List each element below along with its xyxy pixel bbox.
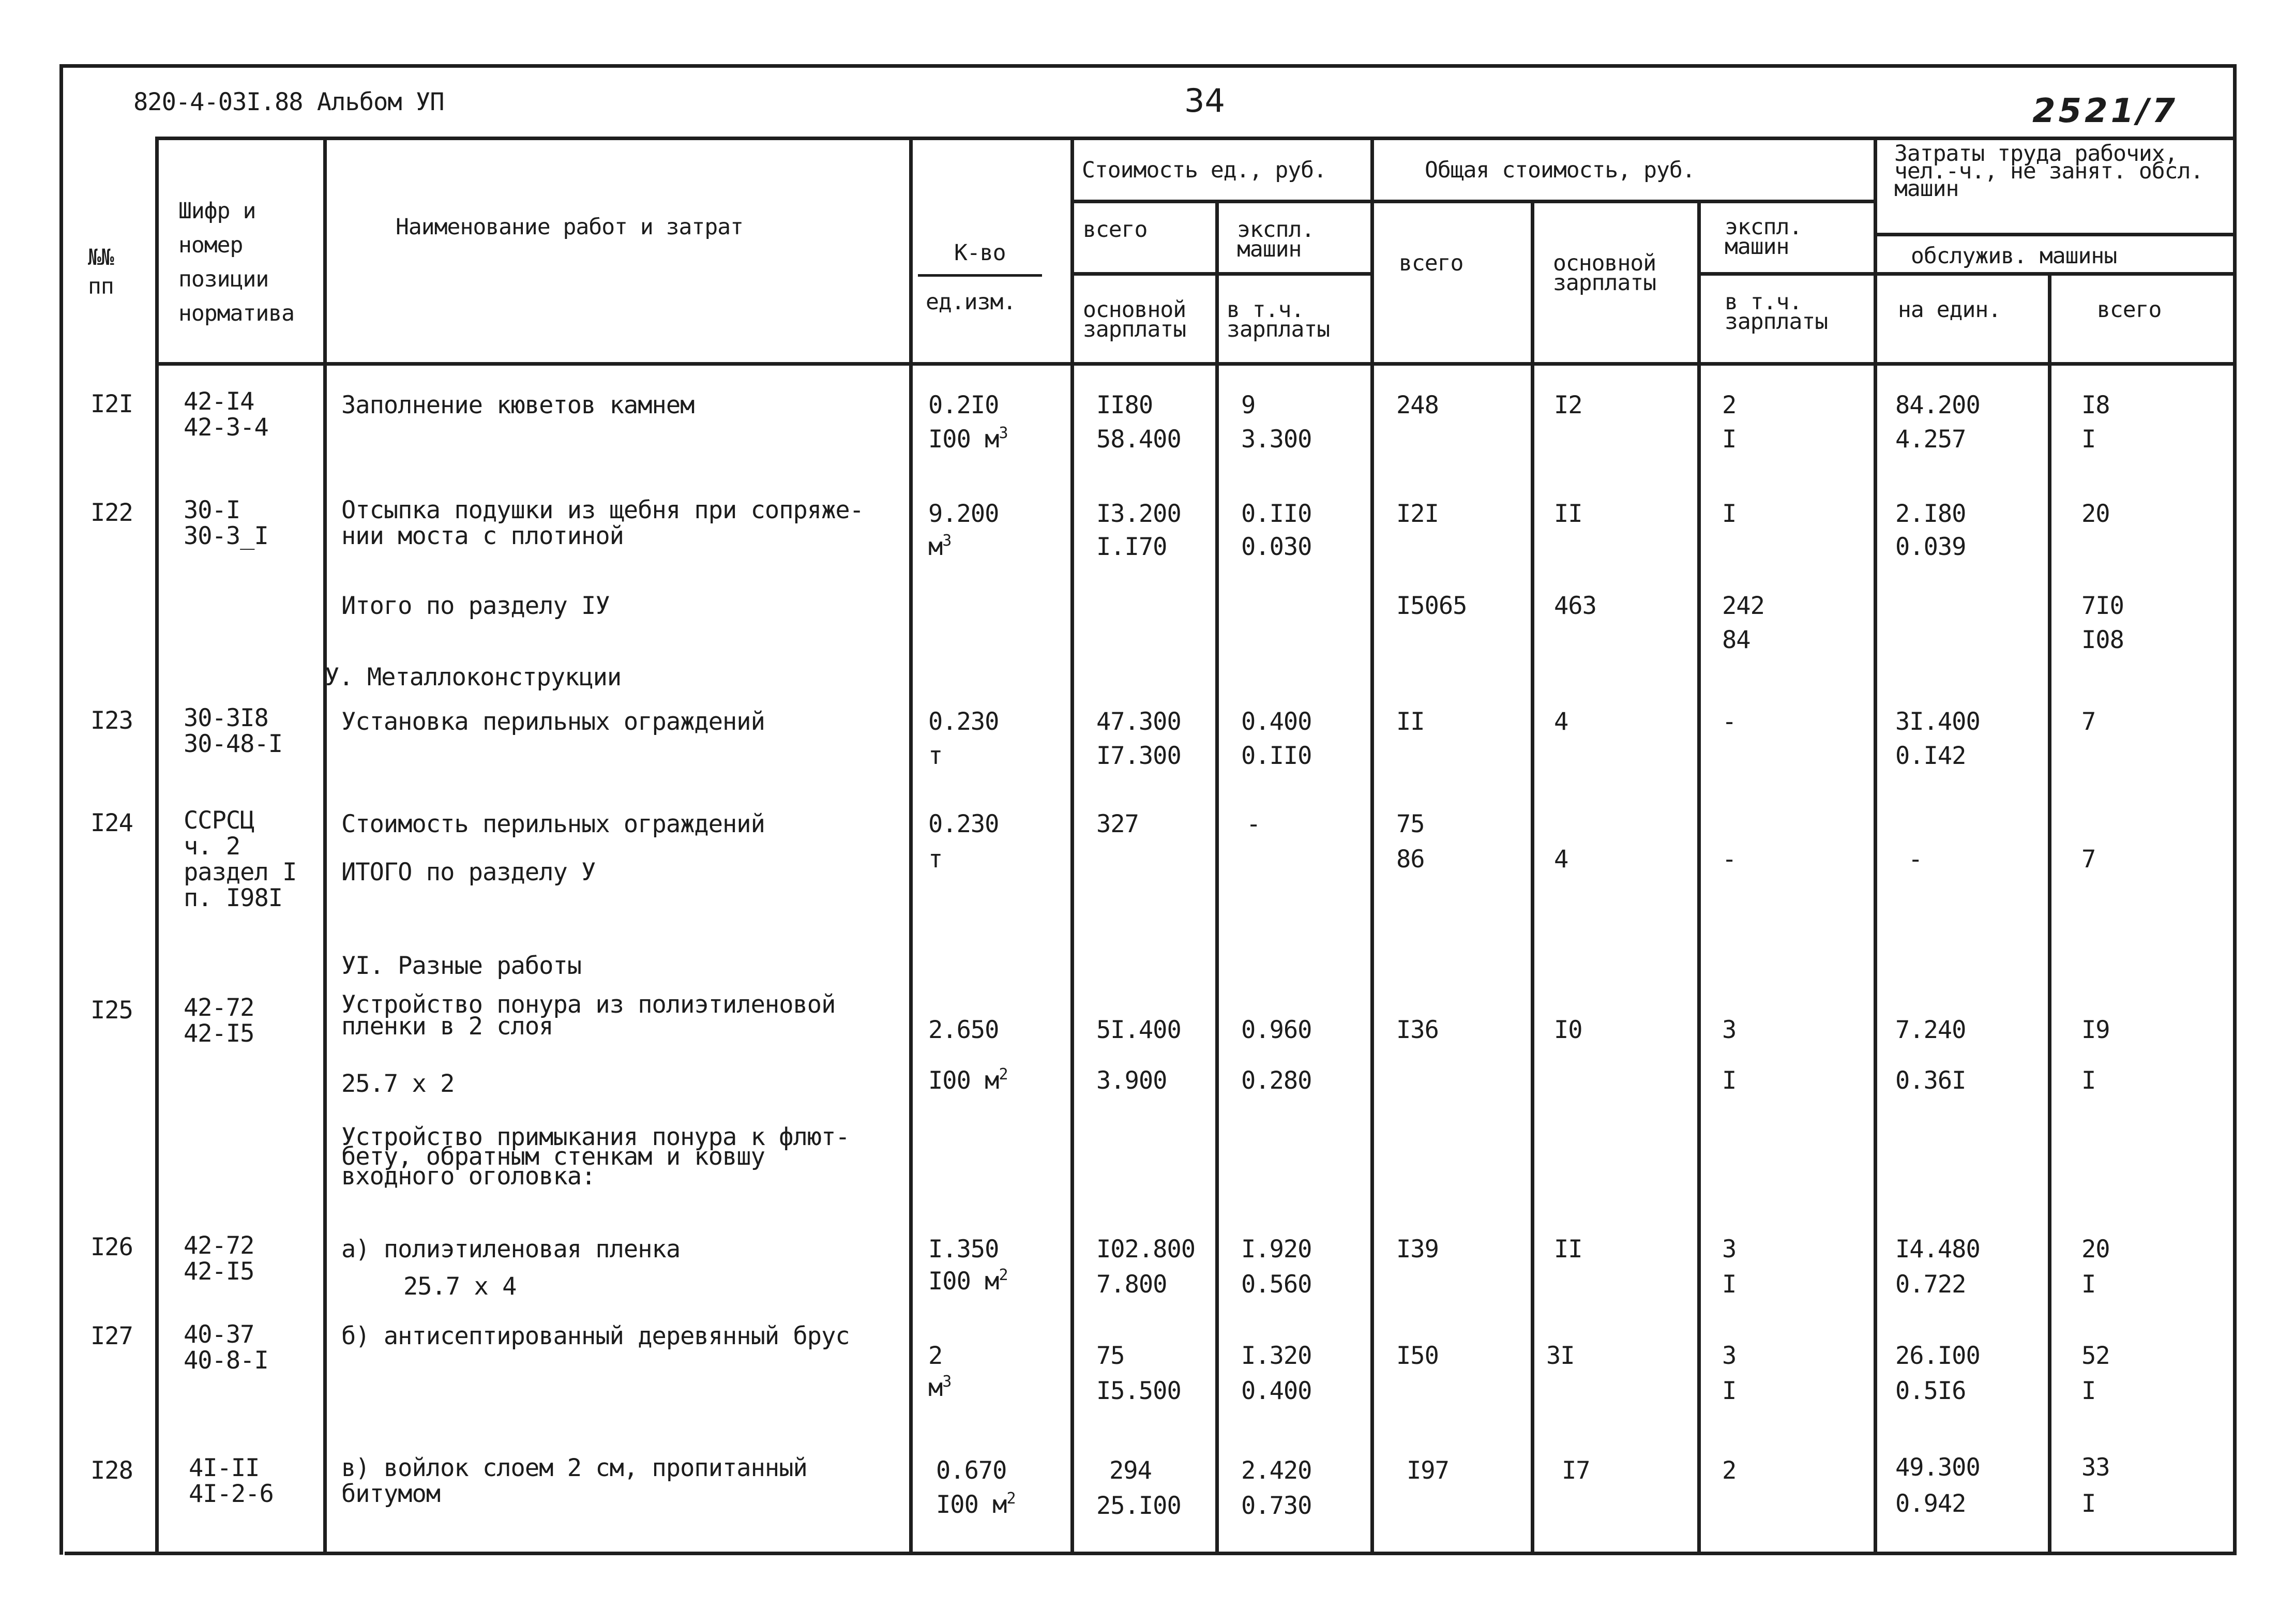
total-cost: I50	[1396, 1342, 1439, 1370]
unit-cost-machine-wage: 0.030	[1241, 533, 1312, 561]
unit-cost-machine-wage: 0.730	[1241, 1492, 1312, 1520]
work-name: в) войлок слоем 2 см, пропитанный битумом	[341, 1454, 807, 1508]
unit-cost-machine-wage: 3.300	[1241, 425, 1312, 454]
col-divider-total-machine	[1874, 137, 1877, 1555]
col-divider-qty	[1070, 137, 1074, 1555]
row-number: I27	[90, 1322, 133, 1350]
header-line-unit-sub	[1070, 272, 1370, 276]
unit-cost-machine: I.320	[1241, 1342, 1312, 1370]
unit-measure: т	[928, 742, 943, 770]
col-header-qty: К-во	[954, 240, 1006, 266]
unit-measure: т	[928, 845, 943, 874]
total-cost: II	[1396, 708, 1425, 736]
unit-measure: $м^3$	[928, 1373, 952, 1402]
work-name: Заполнение кюветов камнем	[341, 391, 695, 419]
quantity: 2.650	[928, 1016, 999, 1044]
unit-measure: I00 $м^2$	[936, 1490, 1016, 1519]
quantity: 9.200	[928, 500, 999, 528]
total-wage: I2	[1554, 391, 1582, 419]
total-wage: I7	[1562, 1456, 1590, 1485]
total-wage: I0	[1554, 1016, 1582, 1044]
unit-cost-machine: I.920	[1241, 1235, 1312, 1264]
labor-per-unit-machine: 0.039	[1895, 533, 1966, 561]
col-header-unit-machine-wage: в т.ч. зарплаты	[1227, 297, 1330, 342]
unit-cost-total: I02.800	[1096, 1235, 1196, 1264]
col-header-total-wage: основной зарплаты	[1553, 250, 1656, 296]
total-machine-wage: I	[1722, 1066, 1737, 1095]
total-wage: 4	[1554, 708, 1568, 736]
header-line-total-cost	[1370, 200, 1874, 203]
norm-code: 30-3I8 30-48-I	[184, 704, 283, 758]
work-name: Устройство понура из полиэтиленовой пленки в 2 слоя	[341, 990, 836, 1041]
labor-total: 20	[2081, 1235, 2110, 1264]
labor-per-unit: 2.I80	[1895, 500, 1966, 528]
total-machine: 242	[1722, 592, 1764, 620]
norm-code: 42-I4 42-3-4	[184, 387, 268, 442]
frame-left-line	[59, 64, 63, 1555]
labor-per-unit-machine: 0.36I	[1895, 1066, 1966, 1095]
total-cost: I2I	[1396, 500, 1439, 528]
quantity: 2	[928, 1342, 943, 1370]
work-name: а) полиэтиленовая пленка	[341, 1235, 681, 1264]
header-line-unit-cost	[1070, 200, 1370, 203]
labor-total: I8	[2081, 391, 2110, 419]
labor-total: 52	[2081, 1342, 2110, 1370]
work-group-heading: Устройство примыкания понура к флют- бету, обратным стенкам и ковшу входного оголовка:	[341, 1123, 850, 1191]
total-cost: 75	[1396, 810, 1425, 838]
total-cost: 248	[1396, 391, 1439, 419]
unit-cost-total: 47.300	[1096, 708, 1181, 736]
labor-total-machine: I08	[2081, 626, 2124, 654]
labor-per-unit: 3I.400	[1895, 708, 1980, 736]
labor-per-unit-machine: 0.5I6	[1895, 1377, 1966, 1405]
col-header-unit-measure: ед.изм.	[926, 289, 1016, 315]
quantity: 0.230	[928, 810, 999, 838]
total-wage: II	[1554, 500, 1582, 528]
labor-total: 7	[2081, 708, 2096, 736]
labor-total: 33	[2081, 1453, 2110, 1482]
total-wage: 4	[1554, 845, 1568, 874]
quantity: 0.2I0	[928, 391, 999, 419]
labor-total-machine: I	[2081, 1490, 2096, 1518]
col-header-unit-total: всего	[1083, 217, 1148, 243]
unit-cost-machine: -	[1246, 810, 1261, 838]
labor-total-machine: I	[2081, 425, 2096, 454]
work-name-note: 25.7 х 4	[403, 1272, 517, 1301]
col-divider-name	[909, 137, 913, 1555]
col-header-num: №№ пп	[88, 245, 114, 299]
total-machine: 3	[1722, 1016, 1737, 1044]
labor-per-unit: 26.I00	[1895, 1342, 1980, 1370]
unit-cost-machine: 0.II0	[1241, 500, 1312, 528]
norm-code: 40-37 40-8-I	[184, 1320, 268, 1375]
labor-total: 20	[2081, 500, 2110, 528]
quantity: 0.230	[928, 708, 999, 736]
labor-total-machine: I	[2081, 1066, 2096, 1095]
row-number: I26	[90, 1233, 133, 1261]
norm-code: 30-I 30-3_I	[184, 496, 268, 550]
unit-cost-wage: 25.I00	[1096, 1492, 1181, 1520]
labor-per-unit: 7.240	[1895, 1016, 1966, 1044]
unit-cost-wage: 58.400	[1096, 425, 1181, 454]
total-machine: 3	[1722, 1235, 1737, 1264]
total-cost: I36	[1396, 1016, 1439, 1044]
labor-per-unit-machine: 0.942	[1895, 1490, 1966, 1518]
col-header-code: Шифр и номер позиции норматива	[178, 198, 294, 326]
total-wage: 463	[1554, 592, 1596, 620]
col-divider-num	[155, 137, 159, 1555]
unit-measure: $м^3$	[928, 532, 952, 561]
row-number: I24	[90, 809, 133, 837]
col-divider-total-all	[1531, 202, 1534, 1555]
total-machine-wage: 84	[1722, 626, 1750, 654]
quantity: 0.670	[936, 1456, 1007, 1485]
row-number: I2I	[90, 390, 133, 418]
unit-cost-wage: 3.900	[1096, 1066, 1167, 1095]
col-header-total-machine: экспл. машин	[1725, 214, 1802, 260]
col-divider-unit-machine	[1370, 137, 1374, 1555]
col-header-unit-total-wage: основной зарплаты	[1083, 297, 1186, 342]
norm-code: ССРСЦ ч. 2 раздел I п. I98I	[184, 806, 297, 912]
unit-cost-machine: 9	[1241, 391, 1256, 419]
row-number: I23	[90, 706, 133, 735]
col-header-labor-total: всего	[2097, 297, 2162, 323]
section-heading: У. Металлоконструкции	[325, 663, 622, 691]
total-cost: I5065	[1396, 592, 1467, 620]
col-divider-total-wage	[1697, 202, 1701, 1555]
header-line-machine-sub	[1697, 272, 1874, 276]
labor-total-machine: I	[2081, 1377, 2096, 1405]
labor-per-unit-machine: 4.257	[1895, 425, 1966, 454]
unit-cost-machine-wage: 0.280	[1241, 1066, 1312, 1095]
labor-per-unit: -	[1908, 845, 1923, 874]
unit-measure: I00 $м^3$	[928, 424, 1008, 454]
header-line-labor-sub	[1874, 272, 2236, 276]
unit-cost-machine: 0.960	[1241, 1016, 1312, 1044]
work-name: б) антисептированный деревянный брус	[341, 1322, 850, 1350]
unit-cost-total: II80	[1096, 391, 1153, 419]
unit-cost-wage: 7.800	[1096, 1270, 1167, 1299]
unit-cost-machine: 0.400	[1241, 708, 1312, 736]
unit-cost-wage: I7.300	[1096, 742, 1181, 770]
unit-cost-total: 294	[1109, 1456, 1152, 1485]
header-line-labor	[1874, 233, 2236, 236]
labor-per-unit: I4.480	[1895, 1235, 1980, 1264]
total-machine-wage: I	[1722, 1377, 1737, 1405]
total-machine: I	[1722, 500, 1737, 528]
unit-cost-machine: 2.420	[1241, 1456, 1312, 1485]
labor-per-unit: 84.200	[1895, 391, 1980, 419]
total-machine: 3	[1722, 1342, 1737, 1370]
header-line-qty	[918, 274, 1042, 277]
frame-top-line	[59, 64, 2237, 68]
labor-per-unit: 49.300	[1895, 1453, 1980, 1482]
total-machine-wage: I	[1722, 1270, 1737, 1299]
section-total-label: Итого по разделу IУ	[341, 592, 610, 620]
labor-per-unit-machine: 0.I42	[1895, 742, 1966, 770]
unit-cost-total: 75	[1096, 1342, 1125, 1370]
frame-right-line	[2233, 64, 2237, 1555]
unit-cost-total: 327	[1096, 810, 1139, 838]
unit-cost-machine-wage: 0.560	[1241, 1270, 1312, 1299]
quantity: I.350	[928, 1235, 999, 1264]
work-name: Стоимость перильных ограждений	[341, 810, 765, 838]
labor-total-machine: I	[2081, 1270, 2096, 1299]
col-header-name: Наименование работ и затрат	[396, 214, 743, 240]
col-divider-unit-total	[1215, 202, 1219, 1555]
col-header-unit-cost: Стоимость ед., руб.	[1082, 157, 1326, 183]
labor-per-unit-machine: 0.722	[1895, 1270, 1966, 1299]
row-number: I22	[90, 499, 133, 527]
col-divider-labor-unit	[2048, 272, 2051, 1555]
total-wage: II	[1554, 1235, 1582, 1264]
labor-total: I9	[2081, 1016, 2110, 1044]
header-bottom-line	[155, 137, 2237, 140]
labor-total: 7	[2081, 845, 2096, 874]
total-machine: -	[1722, 845, 1737, 874]
total-cost: I39	[1396, 1235, 1439, 1264]
col-divider-code	[323, 137, 327, 1555]
row-number: I28	[90, 1456, 133, 1485]
unit-cost-machine-wage: 0.II0	[1241, 742, 1312, 770]
row-number: I25	[90, 996, 133, 1025]
col-header-total-all: всего	[1399, 250, 1463, 276]
unit-measure: I00 $м^2$	[928, 1065, 1008, 1095]
table-header-divider	[155, 362, 2237, 366]
total-machine: -	[1722, 708, 1737, 736]
total-cost: 86	[1396, 845, 1425, 874]
work-name: Установка перильных ограждений	[341, 708, 765, 736]
labor-total: 7I0	[2081, 592, 2124, 620]
unit-cost-wage: I.I70	[1096, 533, 1167, 561]
unit-measure: I00 $м^2$	[928, 1266, 1008, 1296]
total-machine: 2	[1722, 391, 1737, 419]
col-header-labor-per-unit: на един.	[1898, 297, 2001, 323]
col-header-total-cost: Общая стоимость, руб.	[1425, 157, 1695, 183]
frame-bottom-line	[65, 1552, 2237, 1555]
work-name-note: 25.7 х 2	[341, 1070, 455, 1098]
stamp-number: 2521/7	[2032, 92, 2179, 130]
unit-cost-total: I3.200	[1096, 500, 1181, 528]
album-label: 820-4-03I.88 Альбом УП	[133, 88, 444, 116]
total-wage: 3I	[1546, 1342, 1575, 1370]
unit-cost-total: 5I.400	[1096, 1016, 1181, 1044]
unit-cost-machine-wage: 0.400	[1241, 1377, 1312, 1405]
page-number: 34	[1184, 82, 1225, 119]
col-header-total-machine-wage: в т.ч. зарплаты	[1725, 289, 1828, 335]
total-cost: I97	[1407, 1456, 1449, 1485]
work-name: Отсыпка подушки из щебня при сопряже- нии моста с плотиной	[341, 496, 864, 550]
col-header-labor: Затраты труда рабочих, чел.-ч., не занят. обсл. машин	[1894, 141, 2204, 202]
section-heading: УI. Разные работы	[341, 952, 582, 980]
norm-code: 4I-II 4I-2-6	[189, 1454, 274, 1508]
total-machine-wage: I	[1722, 425, 1737, 454]
unit-cost-wage: I5.500	[1096, 1377, 1181, 1405]
norm-code: 42-72 42-I5	[184, 1231, 254, 1286]
col-header-labor-machine: обслужив. машины	[1911, 243, 2117, 269]
section-total-label: ИТОГО по разделу У	[341, 858, 596, 886]
total-machine: 2	[1722, 1456, 1737, 1485]
norm-code: 42-72 42-I5	[184, 994, 254, 1048]
col-header-unit-machine: экспл. машин	[1237, 217, 1315, 262]
